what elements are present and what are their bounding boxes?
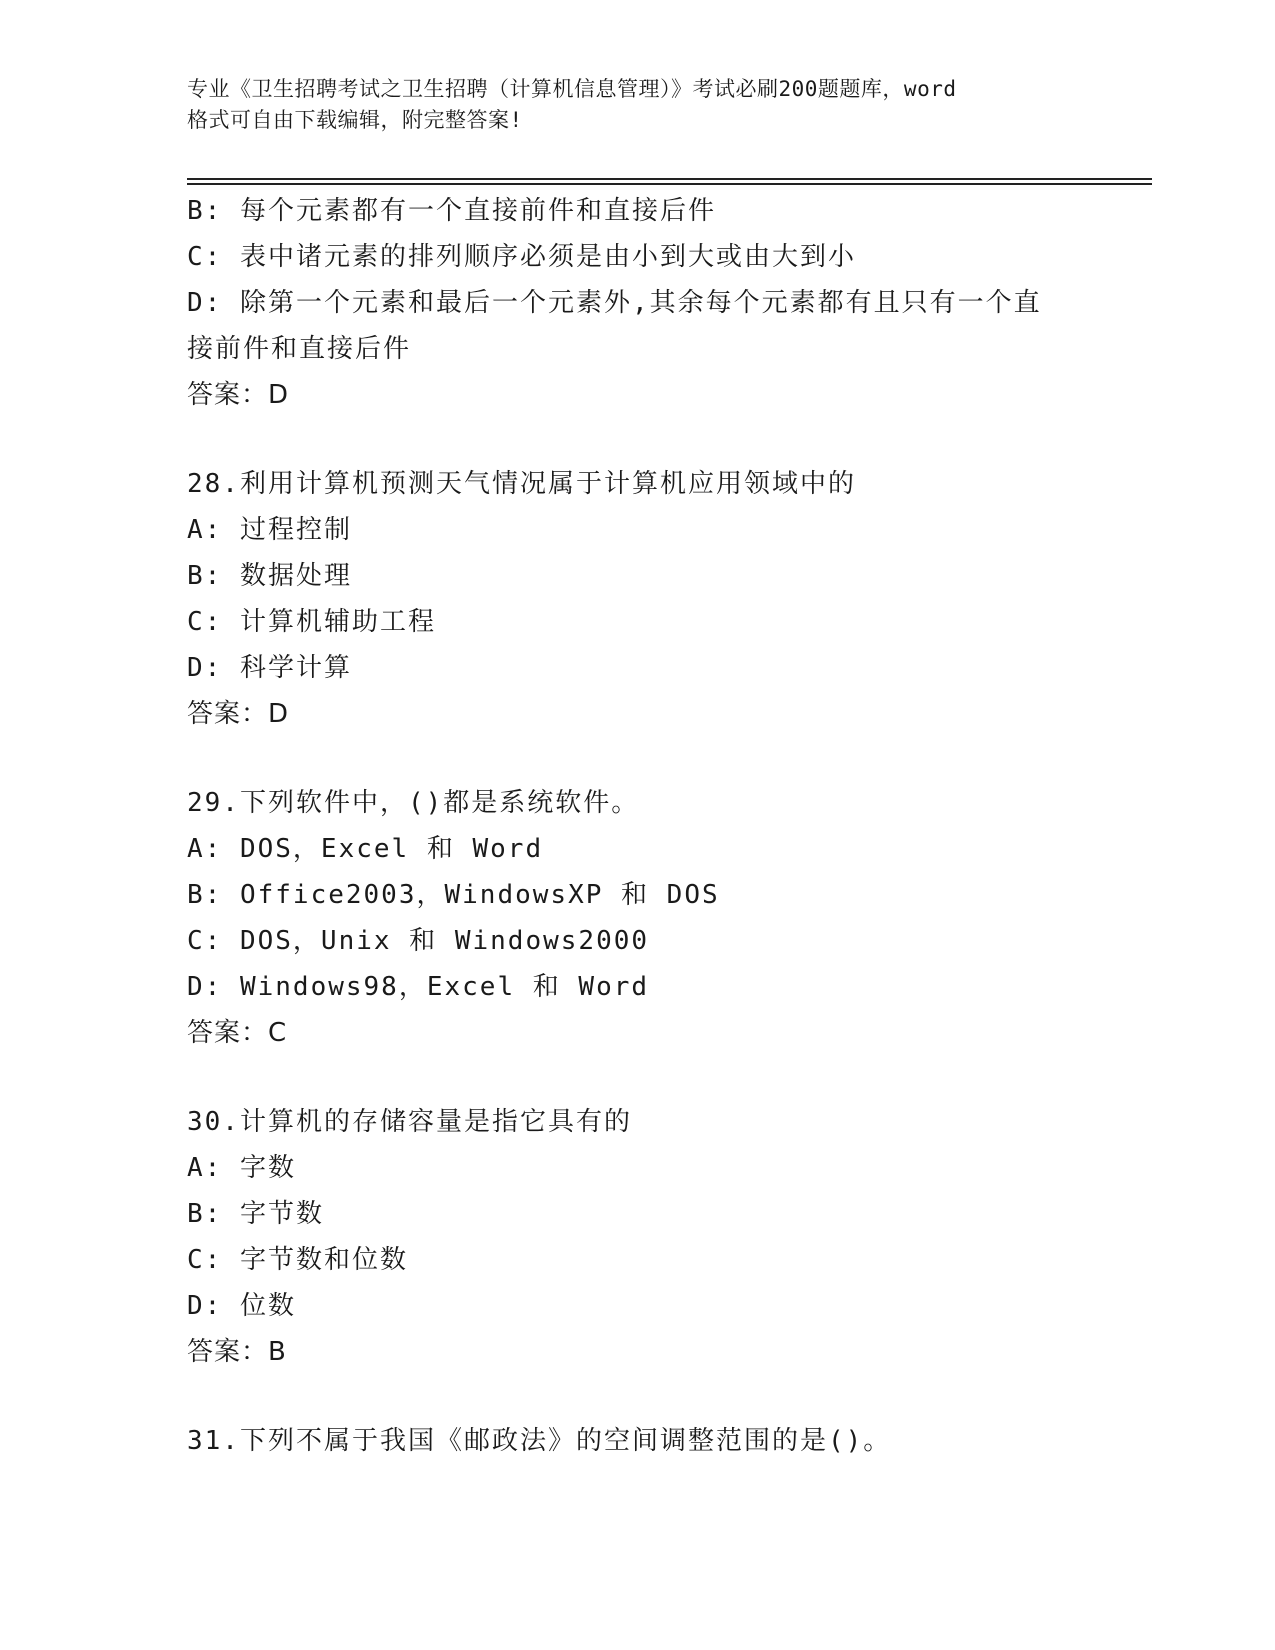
option-a: A: DOS，Excel 和 Word xyxy=(187,834,544,864)
answer: 答案：B xyxy=(187,1337,287,1367)
option-b: B: 字节数 xyxy=(187,1199,324,1229)
option-b: B: 数据处理 xyxy=(187,561,352,591)
answer: 答案：D xyxy=(187,380,290,410)
option-c: C: 字节数和位数 xyxy=(187,1245,408,1275)
spacer xyxy=(187,1056,1087,1099)
option-a: A: 过程控制 xyxy=(187,515,352,545)
option-b: B: Office2003，WindowsXP 和 DOS xyxy=(187,880,720,910)
answer: 答案：D xyxy=(187,699,290,729)
question-29 xyxy=(187,780,1087,1056)
option-d: D: 位数 xyxy=(187,1291,296,1321)
header-divider-bottom xyxy=(187,183,1152,185)
spacer xyxy=(187,737,1087,780)
question-30 xyxy=(187,1099,1087,1375)
option-c: C: 表中诸元素的排列顺序必须是由小到大或由大到小 xyxy=(187,242,856,272)
spacer xyxy=(187,1375,1087,1418)
option-a: A: 字数 xyxy=(187,1153,296,1183)
document-header xyxy=(187,74,1087,136)
header-divider-top xyxy=(187,178,1152,180)
spacer xyxy=(187,418,1087,461)
header-line-2: 格式可自由下载编辑，附完整答案! xyxy=(187,108,523,132)
option-c: C: 计算机辅助工程 xyxy=(187,607,436,637)
question-text: 29.下列软件中，()都是系统软件。 xyxy=(187,788,640,818)
option-d-continued: 接前件和直接后件 xyxy=(187,334,412,364)
question-27 xyxy=(187,188,1087,418)
answer: 答案：C xyxy=(187,1018,288,1048)
option-d: D: 除第一个元素和最后一个元素外,其余每个元素都有且只有一个直 xyxy=(187,288,1042,318)
option-d: D: Windows98，Excel 和 Word xyxy=(187,972,650,1002)
header-line-1: 专业《卫生招聘考试之卫生招聘（计算机信息管理）》考试必刷200题题库，word xyxy=(187,77,957,101)
question-text: 28.利用计算机预测天气情况属于计算机应用领域中的 xyxy=(187,469,856,499)
option-c: C: DOS，Unix 和 Windows2000 xyxy=(187,926,650,956)
option-d: D: 科学计算 xyxy=(187,653,352,683)
option-b: B: 每个元素都有一个直接前件和直接后件 xyxy=(187,196,716,226)
question-text: 30.计算机的存储容量是指它具有的 xyxy=(187,1107,632,1137)
question-list xyxy=(187,188,1087,1464)
question-28 xyxy=(187,461,1087,737)
question-text: 31.下列不属于我国《邮政法》的空间调整范围的是()。 xyxy=(187,1426,892,1456)
question-31 xyxy=(187,1418,1087,1464)
